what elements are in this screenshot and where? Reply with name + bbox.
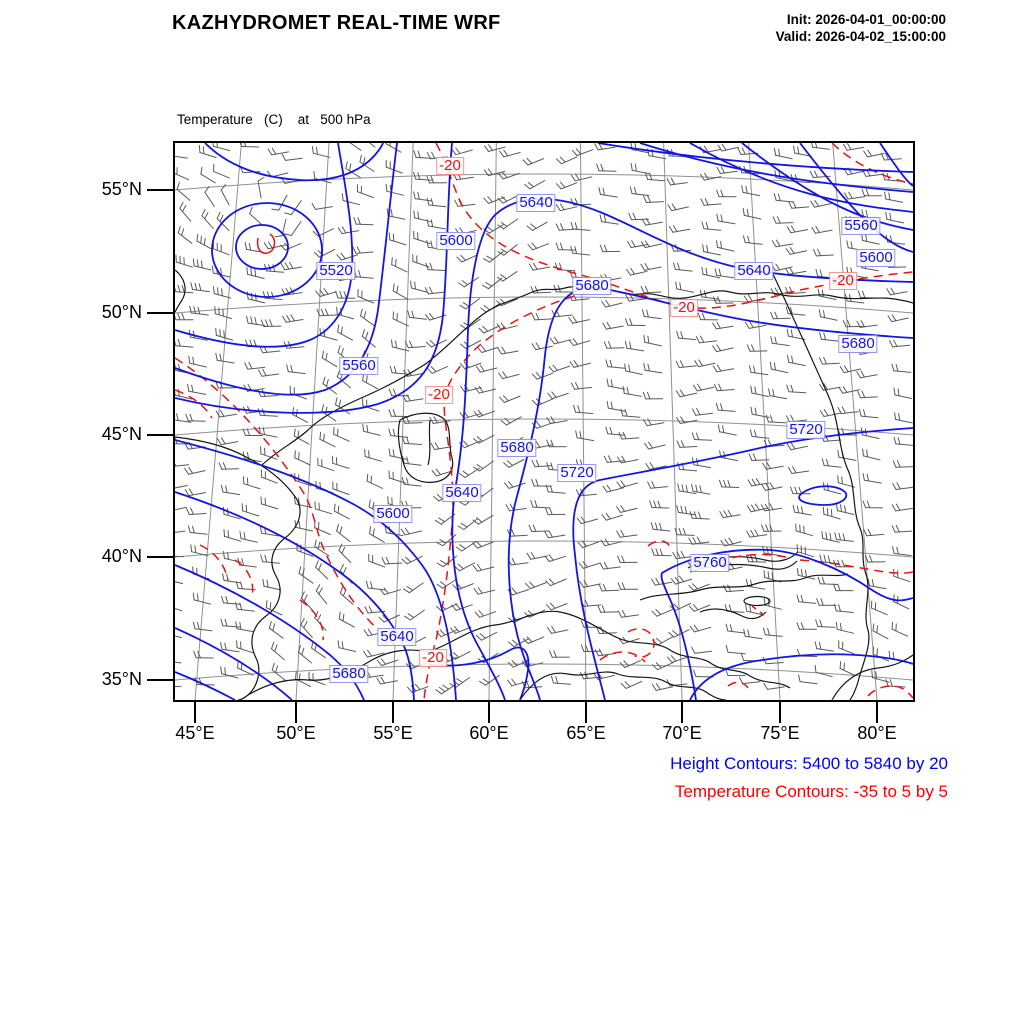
lat-tick bbox=[147, 679, 175, 681]
lon-label: 75°E bbox=[760, 723, 800, 743]
lon-tick bbox=[488, 701, 490, 723]
lon-label: 70°E bbox=[662, 723, 702, 743]
lake-issyk-kul bbox=[744, 597, 770, 606]
temperature-contour-label: -20 bbox=[425, 386, 453, 404]
lat-label: 50°N bbox=[101, 302, 142, 322]
height-contour-label: 5720 bbox=[786, 421, 825, 439]
lon-tick bbox=[585, 701, 587, 723]
lat-tick bbox=[147, 434, 175, 436]
height-contour-label: 5680 bbox=[329, 665, 368, 683]
height-contour-label: 5600 bbox=[373, 505, 412, 523]
lat-label: 40°N bbox=[101, 546, 142, 566]
lon-label: 60°E bbox=[469, 723, 509, 743]
height-contour-label: 5560 bbox=[339, 357, 378, 375]
height-contour-label: 5520 bbox=[316, 262, 355, 280]
country-borders bbox=[175, 270, 913, 700]
temperature-contour-label: -20 bbox=[436, 157, 464, 175]
lat-label: 55°N bbox=[101, 179, 142, 199]
legend-temperature: Temperature (C) at 500 hPa bbox=[177, 112, 371, 127]
temperature-contour-note: Temperature Contours: -35 to 5 by 5 bbox=[674, 782, 948, 801]
lon-label: 50°E bbox=[276, 723, 316, 743]
temperature-contour-label: -20 bbox=[419, 649, 447, 667]
height-contour-label: 5640 bbox=[516, 194, 555, 212]
south-border-3 bbox=[640, 574, 848, 600]
height-contour-label: 5600 bbox=[436, 232, 475, 250]
height-contour-label: 5640 bbox=[377, 628, 416, 646]
valid-time: Valid: 2026-04-02_15:00:00 bbox=[775, 29, 946, 44]
lat-tick bbox=[147, 312, 175, 314]
temperature-contour-label: -20 bbox=[670, 299, 698, 317]
height-contour-label: 5680 bbox=[572, 277, 611, 295]
run-times bbox=[776, 11, 946, 45]
lat-label: 45°N bbox=[101, 424, 142, 444]
lon-label: 80°E bbox=[857, 723, 897, 743]
height-contour-label: 5680 bbox=[497, 439, 536, 457]
lon-label: 65°E bbox=[566, 723, 606, 743]
height-contour-label: 5680 bbox=[838, 335, 877, 353]
height-contour-label: 5720 bbox=[557, 464, 596, 482]
lon-tick bbox=[681, 701, 683, 723]
lon-label: 55°E bbox=[373, 723, 413, 743]
height-contour-label: 5600 bbox=[856, 249, 895, 267]
height-contour-label: 5760 bbox=[690, 554, 729, 572]
south-border-4 bbox=[700, 609, 766, 618]
lat-tick bbox=[147, 189, 175, 191]
height-contour-note: Height Contours: 5400 to 5840 by 20 bbox=[670, 754, 948, 773]
height-contour-label: 5640 bbox=[734, 262, 773, 280]
lon-tick bbox=[194, 701, 196, 723]
map-canvas bbox=[175, 143, 913, 700]
height-contour-label: 5640 bbox=[442, 484, 481, 502]
height-contour-label: 5560 bbox=[841, 217, 880, 235]
lon-tick bbox=[876, 701, 878, 723]
lat-label: 35°N bbox=[101, 669, 142, 689]
temperature-contour-label: -20 bbox=[829, 272, 857, 290]
lon-label: 45°E bbox=[175, 723, 215, 743]
lon-tick bbox=[392, 701, 394, 723]
lat-tick bbox=[147, 556, 175, 558]
page-title: KAZHYDROMET REAL-TIME WRF bbox=[172, 12, 501, 34]
contour-notes bbox=[670, 750, 948, 806]
lon-tick bbox=[295, 701, 297, 723]
lon-tick bbox=[779, 701, 781, 723]
init-time: Init: 2026-04-01_00:00:00 bbox=[786, 12, 946, 27]
